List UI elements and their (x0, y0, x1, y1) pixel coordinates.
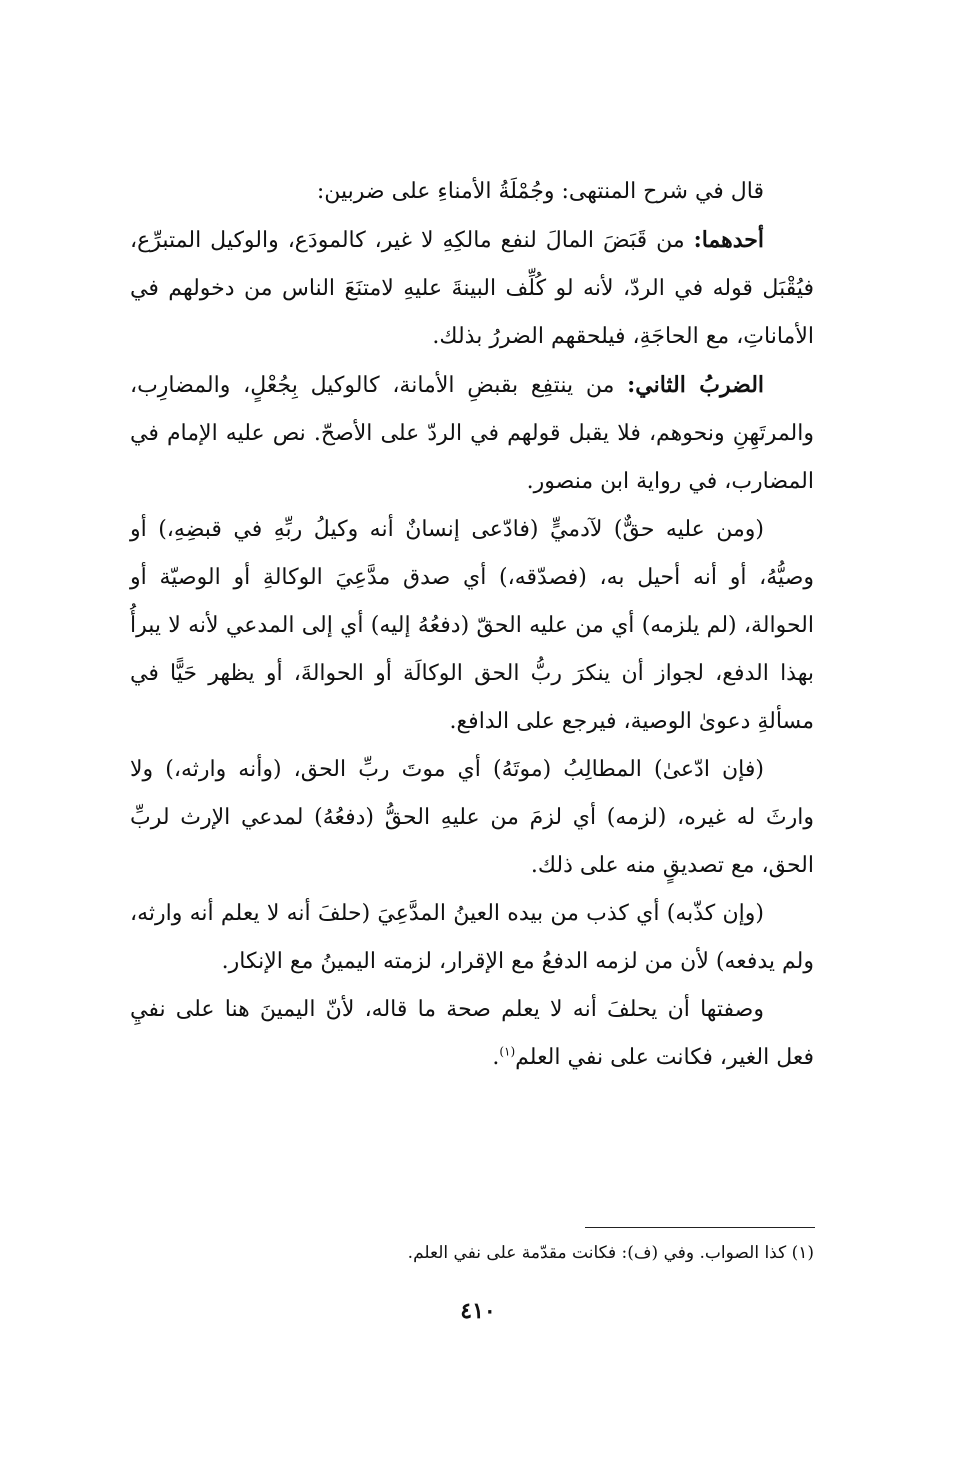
heir-claim-paragraph (130, 746, 814, 890)
denial-text: (وإن كذّبه) أي كذب من بيده العينُ المدَّعِيَ (حلفَ أنه لا يعلم أنه وارثه، ولم يدفعه) لأن من لزمه الدفعُ مع الإقرار، لزمته اليمينُ مع الإنكار. (130, 901, 814, 974)
oath-text: وصفتها أن يحلفَ أنه لا يعلم صحة ما قاله، لأنّ اليمينَ هنا على نفيِ فعل الغير، فكانت على نفي العلم (130, 997, 814, 1070)
heir-claim-text: (فإن ادّعىٰ) المطالِبُ (موتَهُ) أي موتَ ربِّ الحق، (وأنه وارثه،) ولا وارثَ له غيره، (لزمه) أي لزمَ من عليهِ الحقُّ (دفعُهُ) لمدعي الإرث لربِّ الحق، مع تصديقٍ منه على ذلك. (130, 757, 814, 878)
second-type-text: من ينتفِع بقبضِ الأمانة، كالوكيل بِجُعْلٍ، والمضارِب، والمرتَهِنِ ونحوهم، فلا يقبل قولهم في الردّ على الأصحّ. نص عليه الإمام في المضارب، في رواية ابن منصور. (130, 373, 814, 494)
second-type-heading: الضربُ الثاني: (627, 372, 765, 398)
footnote-text: (١) كذا الصواب. وفي (ف): فكانت مقدّمة على نفي العلم. (407, 1243, 814, 1263)
oath-end: . (492, 1045, 500, 1070)
oath-paragraph (130, 986, 814, 1082)
page-number: ٤١٠ (460, 1298, 496, 1324)
footnote-divider (585, 1227, 815, 1228)
main-text (130, 168, 814, 1082)
intro-paragraph (130, 168, 814, 216)
debt-agent-text: (ومن عليه حقٌّ) لآدميٍّ (فادّعى إنسانٌ أنه وكيلُ ربِّهِ في قبضِهِ،) أو وصيُّهُ، أو أنه أحيل به، (فصدّقه،) أي صدق مدَّعِيَ الوكالةِ أو الوصيّة أو الحوالة، (لم يلزمه) أي من عليه الحقّ (دفعُهُ إليه) أي إلى المدعي لأنه لا يبرأُ بهذا الدفع، لجواز أن ينكرَ ربُّ الحق الوكالَة أو الحوالةَ، أو يظهر حَيًّا في مسألةِ دعوىٰ الوصية، فيرجع على الدافع. (130, 517, 814, 734)
first-type-paragraph (130, 216, 814, 361)
debt-agent-paragraph (130, 506, 814, 746)
first-type-text: من قَبَضَ المالَ لنفع مالكِهِ لا غير، كالمودَع، والوكيل المتبرِّع، فيُقْبَل قوله في الردّ، لأنه لو كُلِّف البينةَ عليهِ لامتنَعَ الناس من دخولهم في الأماناتِ، مع الحاجَةِ، فيلحقهم الضررُ بذلك. (130, 228, 814, 349)
intro-text: قال في شرح المنتهى: وجُمْلَةُ الأمناءِ على ضربين: (316, 179, 764, 204)
footnote-marker: (١) (499, 1044, 516, 1059)
denial-paragraph (130, 890, 814, 986)
footnote (130, 1240, 814, 1266)
second-type-paragraph (130, 361, 814, 506)
first-type-heading: أحدهما: (693, 227, 764, 253)
